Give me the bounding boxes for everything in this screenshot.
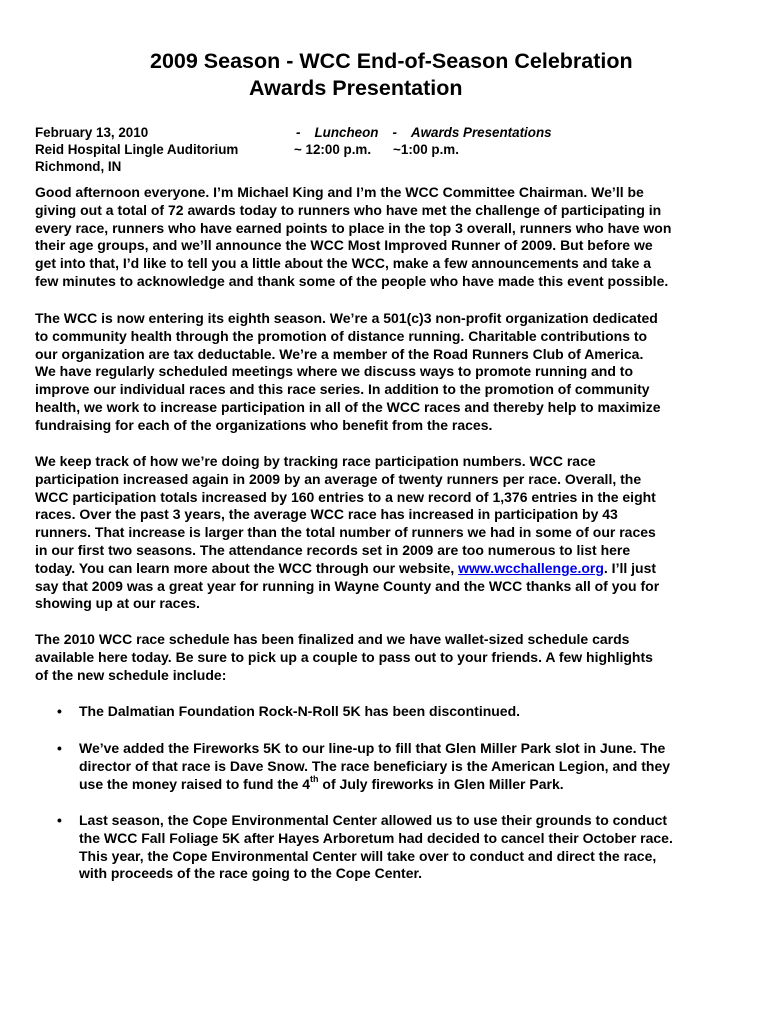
- text-line: participation increased again in 2009 by an average of twenty runners per race. Overall, the: [35, 470, 642, 487]
- text-line: with proceeds of the race going to the Cope Center.: [79, 865, 423, 882]
- paragraph-welcome: [35, 184, 735, 291]
- document-title-line2: Awards Presentation: [249, 76, 463, 100]
- text-line: The WCC is now entering its eighth season. We’re a 501(c)3 non-profit organization dedicated: [35, 310, 658, 326]
- text-line: get into that, I’d like to tell you a little about the WCC, make a few announcements and take a: [35, 255, 652, 272]
- text-line: our organization are tax deductable. We’re a member of the Road Runners Club of America.: [35, 345, 644, 362]
- text-line: every race, runners who have earned points to place in the top 3 overall, runners who have won: [35, 219, 672, 236]
- text-line: giving out a total of 72 awards today to runners who have met the challenge of participating in: [35, 201, 662, 218]
- text-line: available here today. Be sure to pick up a couple to pass out to your friends. A few highlights: [35, 648, 653, 665]
- text-line: their age groups, and we’ll announce the WCC Most Improved Runner of 2009. But before we: [35, 237, 653, 254]
- paragraph-participation: [35, 453, 735, 613]
- text-line: health, we work to increase participation in all of the WCC races and thereby help to maximize: [35, 398, 661, 415]
- text-line: say that 2009 was a great year for running in Wayne County and the WCC thanks all of you for: [35, 577, 660, 594]
- schedule-time-luncheon: ~ 12:00 p.m.: [294, 142, 372, 157]
- event-schedule-times: [294, 141, 459, 158]
- schedule-awards: Awards Presentations: [410, 125, 552, 140]
- text-segment: use the money raised to fund the 4: [79, 775, 311, 792]
- text-segment: today. You can learn more about the WCC through our website,: [35, 559, 459, 576]
- text-line: of the new schedule include:: [35, 666, 227, 683]
- text-segment: of July fireworks in Glen Miller Park.: [318, 775, 564, 792]
- event-date: February 13, 2010: [35, 125, 149, 140]
- text-line: We keep track of how we’re doing by tracking race participation numbers. WCC race: [35, 453, 596, 469]
- paragraph-schedule: [35, 631, 735, 684]
- text-line: in our first two seasons. The attendance records set in 2009 are too numerous to list here: [35, 541, 631, 558]
- text-line: director of that race is Dave Snow. The race beneficiary is the American Legion, and they: [79, 757, 671, 774]
- text-line: We’ve added the Fireworks 5K to our line-up to fill that Glen Miller Park slot in June. The: [79, 740, 666, 756]
- text-line: The Dalmatian Foundation Rock-N-Roll 5K has been discontinued.: [79, 703, 521, 719]
- text-line: [35, 560, 735, 578]
- text-line: Good afternoon everyone. I’m Michael King and I’m the WCC Committee Chairman. We’ll be: [35, 184, 644, 200]
- text-line: improve our individual races and this race series. In addition to the promotion of community: [35, 381, 650, 398]
- event-schedule-items: [296, 124, 552, 141]
- bullet-icon: •: [57, 812, 62, 828]
- text-line: runners. That increase is larger than the total number of runners we had in some of our races: [35, 524, 656, 541]
- bullet-icon: •: [57, 703, 62, 719]
- event-city: Richmond, IN: [35, 159, 122, 174]
- paragraph-about-wcc: [35, 310, 735, 435]
- text-line: few minutes to acknowledge and thank some of the people who have made this event possible.: [35, 272, 669, 289]
- website-link[interactable]: www.wcchallenge.org: [458, 559, 604, 576]
- schedule-dash: -: [296, 125, 301, 140]
- event-venue: Reid Hospital Lingle Auditorium: [35, 142, 239, 157]
- ordinal-suffix: th: [310, 773, 319, 784]
- text-line: WCC participation totals increased by 160 entries to a new record of 1,376 entries in the eight: [35, 488, 656, 505]
- text-line: showing up at our races.: [35, 595, 200, 612]
- text-line: This year, the Cope Environmental Center will take over to conduct and direct the race,: [79, 847, 657, 864]
- text-line: [79, 773, 670, 794]
- text-line: We have regularly scheduled meetings where we discuss ways to promote running and to: [35, 363, 634, 380]
- schedule-dash: -: [392, 125, 397, 140]
- text-line: races. Over the past 3 years, the average WCC race has increased in participation by 43: [35, 506, 618, 523]
- text-line: to community health through the promotion of distance running. Charitable contributions to: [35, 327, 648, 344]
- schedule-time-awards: ~1:00 p.m.: [393, 142, 459, 157]
- text-segment: . I’ll just: [603, 559, 657, 576]
- bullet-icon: •: [57, 740, 62, 756]
- text-line: The 2010 WCC race schedule has been finalized and we have wallet-sized schedule cards: [35, 631, 630, 647]
- text-line: fundraising for each of the organizations who benefit from the races.: [35, 416, 493, 433]
- text-line: Last season, the Cope Environmental Center allowed us to use their grounds to conduct: [79, 812, 668, 828]
- document-title-line1: 2009 Season - WCC End-of-Season Celebration: [150, 49, 633, 73]
- schedule-luncheon: Luncheon: [314, 125, 379, 140]
- text-line: the WCC Fall Foliage 5K after Hayes Arboretum had decided to cancel their October race.: [79, 829, 673, 846]
